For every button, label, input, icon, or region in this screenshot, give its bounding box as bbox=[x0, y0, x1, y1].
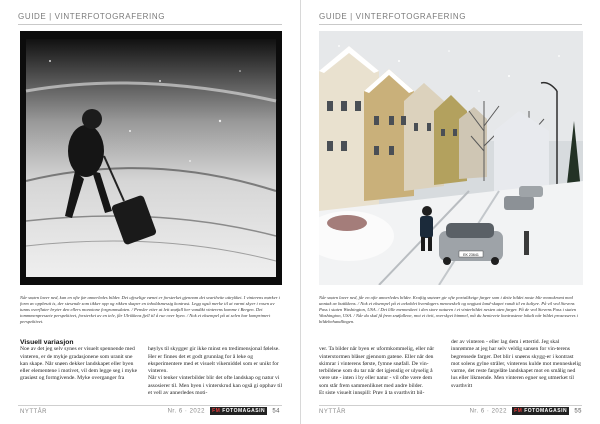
body-text: ver. Ta bilder når byen er uformkommelig, eller når vinterstormen blåser gjennom gatene. Eller når den skimrar i vinterens første, fymne snøfall. De vin-terbildene som du tar når det igjenslig er ulyselig å være ute - inten i by eller natur - vil ofte være dem som står frem sammenliknet med andre bilder. Et siste visuelt innspill: Prøv å ta svarthvitt bil- bbox=[319, 346, 435, 397]
fotomagasin-logo: FM FOTOMAGASIN bbox=[514, 408, 568, 414]
body-text: høylys til skygger gir ikke minst en tredimensjonal følelse. Her er finnes det et godt grunnlag for å leke og eksperimentere med et visuelt vikemiddel som er unikt for vinteren. Når vi tenker vinterbilder blir det ofte landskap og natur vi assosierer til. Men byen i vinterskrud kan også gi opphav til et vell av annerledes moti- bbox=[148, 346, 283, 397]
body-column-2 bbox=[451, 339, 583, 390]
body-column-1 bbox=[319, 339, 441, 405]
street-photo-artwork bbox=[319, 31, 583, 285]
snowy-street-photo bbox=[319, 31, 583, 285]
footer-meta bbox=[470, 407, 582, 415]
body-text: Noe av det jeg selv synes er visuelt spennende med vinteren, er de mykje gradasjonene som uranit sne kan skape. Når snøen dekker landskapet eller byen eller elementene i motivet, vil dem legge seg i myke grasiøst og formgivende. Myke overganger fra bbox=[20, 346, 138, 382]
header-rule bbox=[319, 24, 582, 25]
footer-rule bbox=[18, 405, 282, 406]
footer-meta bbox=[168, 407, 280, 415]
bw-winter-photo bbox=[20, 31, 282, 285]
page-number: 54 bbox=[272, 408, 280, 415]
fotomagasin-logo: FM FOTOMAGASIN bbox=[212, 408, 266, 414]
issue-label: Nr. 6 · 2022 bbox=[469, 408, 507, 415]
photo-caption: Når snøen laver ned, kan en ofte før annerledes bilder. Det ufyselige vænet er forsterket gjennom det svarthvite uttrykket. I vinterens mørker i form av oppbrutt is, der stesende som tikker opp og rikken skaper en inholdsmessig kontrast. Legg også merke til at varmt skyer i rosen av tunns overflater bryter den ellers monotone forgrunnsdaten. / Pensler etter at lett snøfall her vandikt vinterens komme i Bergen. Det tommmenpressete perspektivet, forsterket av en tele, får Ulrikkens fjell til å rue over byen. / Nok et eksempel på at selen har komprimert perspektivet. bbox=[20, 295, 280, 324]
license-plate: EK 23641 bbox=[463, 253, 479, 257]
subhead: Visuell variasjon bbox=[20, 339, 74, 346]
issue-label: Nr. 6 · 2022 bbox=[167, 408, 205, 415]
footer-label: NYTTÅR bbox=[319, 409, 346, 415]
photo-caption: Når snøen laver ned, får en ofte annerledes bilder. Kraftig snøvær gir ofte portalikvige farger som i dette bildet noste blir monokromt med unntak av butikkens. / Nok et eksempel på et avkoblet hverdagers menneskelt og ongjuat land-skapet rundt til en kultyre. På vil ved Stevens Pass i staten Washington, USA. / Det lille menneskeet i den store naturen i et vinterbildet nesten uten farger. På de ved Stevens Pass i staten Washington, USA. / Når du skal få frem snøfallene, mot et tivit, overskyet himmel, må du henteveie kontrastene lokalt når bildet prosesseres i bildebehandlingen. bbox=[319, 295, 578, 324]
header-rule bbox=[18, 24, 282, 25]
body-column-1 bbox=[20, 339, 138, 383]
body-text: der av vinteren - eller lag dem i ettertid. Jeg skal innrømme at jeg har selv veldig sansen for vin-terens begrensede farger. Det blir i snøens skygg-er i kontrast mot solens gylne stråler, vinterens kulde mot menneskelig varme, det reste fargelåte landskapet mot en smålig ned lus eller likmende. Men vinteren egner seg utmerket til svarthvitt bbox=[451, 339, 581, 389]
body-column-2 bbox=[148, 339, 284, 405]
running-head: GUIDE | VINTERFOTOGRAFERING bbox=[319, 12, 467, 21]
footer-rule bbox=[319, 405, 582, 406]
right-page bbox=[300, 0, 600, 424]
footer-label: NYTTÅR bbox=[20, 409, 47, 415]
running-head: GUIDE | VINTERFOTOGRAFERING bbox=[18, 12, 166, 21]
page-number: 55 bbox=[574, 408, 582, 415]
bw-photo-artwork bbox=[20, 31, 282, 285]
